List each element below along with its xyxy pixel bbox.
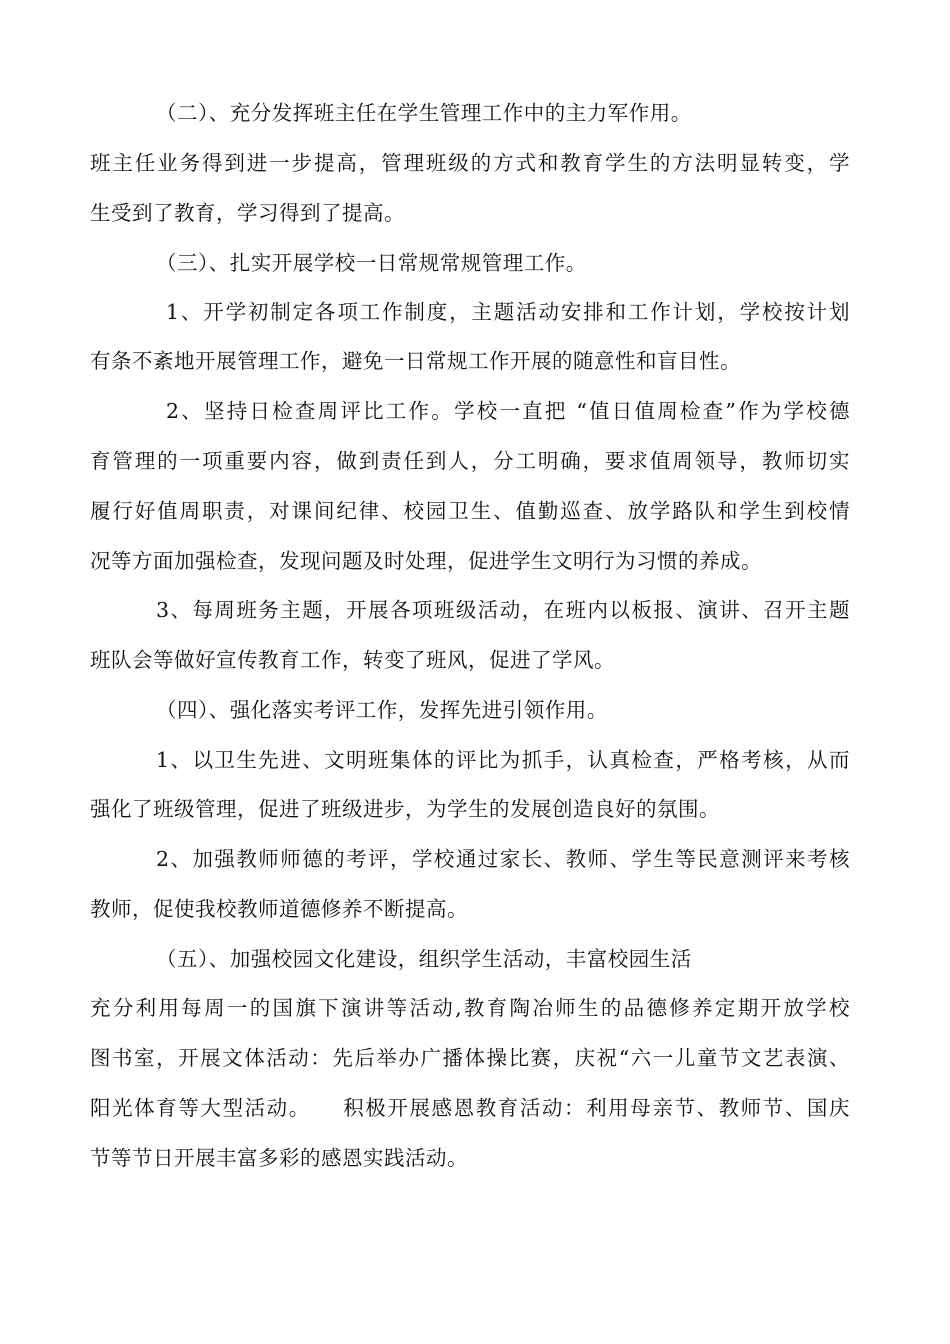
list-item-line: 2、加强教师师德的考评，学校通过家长、教师、学生等民意测评来考核 xyxy=(156,847,850,871)
paragraph-line: 班主任业务得到进一步提高，管理班级的方式和教育学生的方法明显转变，学 xyxy=(90,151,850,175)
list-item-line: 2、坚持日检查周评比工作。学校一直把 “值日值周检查”作为学校德 xyxy=(166,399,850,423)
paragraph-line: 有条不紊地开展管理工作，避免一日常规工作开展的随意性和盲目性。 xyxy=(90,349,741,373)
paragraph-line: 阳光体育等大型活动。 积极开展感恩教育活动：利用母亲节、教师节、国庆 xyxy=(90,1096,850,1120)
paragraph-line: 履行好值周职责，对课间纪律、校园卫生、值勤巡查、放学路队和学生到校情 xyxy=(90,499,850,523)
list-item-line: 1、开学初制定各项工作制度，主题活动安排和工作计划，学校按计划 xyxy=(166,300,850,324)
paragraph-line: 班队会等做好宣传教育工作，转变了班风，促进了学风。 xyxy=(90,648,615,672)
section-heading-2: （二）、充分发挥班主任在学生管理工作中的主力军作用。 xyxy=(156,101,692,125)
paragraph-line: 育管理的一项重要内容，做到责任到人，分工明确，要求值周领导，教师切实 xyxy=(90,449,850,473)
list-item-line: 3、每周班务主题，开展各项班级活动，在班内以板报、演讲、召开主题 xyxy=(156,598,850,622)
paragraph-line: 充分利用每周一的国旗下演讲等活动,教育陶冶师生的品德修养定期开放学校 xyxy=(90,996,850,1020)
paragraph-line: 图书室，开展文体活动：先后举办广播体操比赛，庆祝“六一儿童节文艺表演、 xyxy=(90,1046,850,1070)
paragraph-line: 节等节日开展丰富多彩的感恩实践活动。 xyxy=(90,1146,468,1170)
section-heading-3: （三）、扎实开展学校一日常规常规管理工作。 xyxy=(156,251,587,275)
list-item-line: 1、以卫生先进、文明班集体的评比为抓手，认真检查，严格考核，从而 xyxy=(156,748,850,772)
paragraph-line: 生受到了教育，学习得到了提高。 xyxy=(90,201,405,225)
paragraph-line: 况等方面加强检查，发现问题及时处理，促进学生文明行为习惯的养成。 xyxy=(90,549,762,573)
paragraph-line: 教师，促使我校教师道德修养不断提高。 xyxy=(90,897,468,921)
section-heading-5: （五）、加强校园文化建设，组织学生活动，丰富校园生活 xyxy=(156,947,692,971)
section-heading-4: （四）、强化落实考评工作，发挥先进引领作用。 xyxy=(156,698,608,722)
paragraph-line: 强化了班级管理，促进了班级进步，为学生的发展创造良好的氛围。 xyxy=(90,797,720,821)
